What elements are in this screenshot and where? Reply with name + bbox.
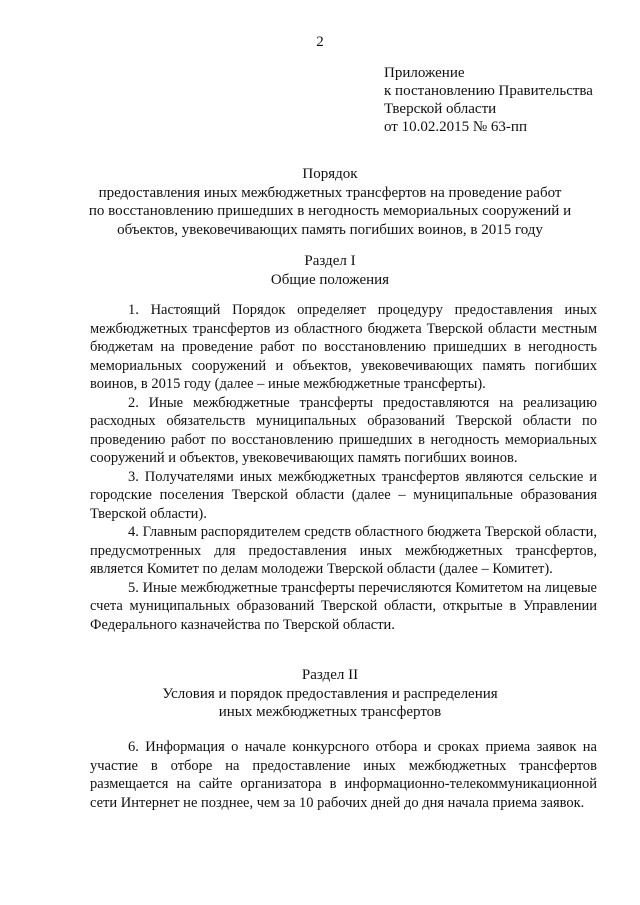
paragraph: 6. Информация о начале конкурсного отбора и сроках приема заявок на участие в отборе на предоставление иных межбюджетных трансфертов размещается на сайте организатора в информационно-телекоммуникационной сети Интернет не позднее, чем за 10 рабочих дней до дня начала приема заявок.: [90, 739, 597, 811]
title-line: объектов, увековечивающих память погибших воинов, в 2015 году: [117, 221, 543, 238]
section-label: Раздел I: [304, 253, 356, 269]
appendix-line: Тверской области: [384, 101, 497, 117]
section-name: Условия и порядок предоставления и распределения: [162, 685, 498, 702]
section-label: Раздел II: [301, 667, 359, 683]
section-2-body: [90, 738, 597, 812]
title-line: по восстановлению пришедших в негодность мемориальных сооружений и: [88, 203, 572, 219]
page-number: 2: [316, 34, 324, 50]
paragraph: 2. Иные межбюджетные трансферты предоставляются на реализацию расходных обязательств муниципальных образований Тверской области по проведению работ по восстановлению пришедших в негодность мемориальных сооружений и объектов, увековечивающих память погибших воинов.: [90, 394, 597, 466]
section-name: иных межбюджетных трансфертов: [218, 704, 442, 720]
paragraph: 5. Иные межбюджетные трансферты перечисляются Комитетом на лицевые счета муниципальных образований Тверской области, открытые в Управлении Федерального казначейства по Тверской области.: [90, 579, 597, 633]
appendix-line: Приложение: [384, 65, 465, 81]
section-1-body: [90, 301, 597, 634]
title-heading: Порядок: [302, 166, 358, 182]
title-line: предоставления иных межбюджетных трансфертов на проведение работ: [98, 184, 562, 201]
appendix-block: [384, 64, 593, 136]
paragraph: 4. Главным распорядителем средств областного бюджета Тверской области, предусмотренных для предоставления иных межбюджетных трансфертов, является Комитет по делам молодежи Тверской области (далее – Комитет).: [90, 524, 597, 577]
paragraph: 1. Настоящий Порядок определяет процедуру предоставления иных межбюджетных трансфертов из областного бюджета Тверской области местным бюджетам на проведение работ по восстановлению пришедших в негодность мемориальных сооружений и объектов, увековечивающих память погибших воинов, в 2015 году (далее – иные межбюджетные трансферты).: [90, 302, 597, 392]
section-2-heading: [60, 666, 600, 722]
appendix-line: от 10.02.2015 № 63-пп: [384, 119, 527, 135]
paragraph: 3. Получателями иных межбюджетных трансфертов являются сельские и городские поселения Тверской области (далее – муниципальные образования Тверской области).: [90, 468, 597, 522]
section-1-heading: [60, 252, 600, 289]
section-name: Общие положения: [270, 271, 390, 288]
document-title: [60, 165, 600, 239]
appendix-line: к постановлению Правительства: [384, 83, 593, 99]
